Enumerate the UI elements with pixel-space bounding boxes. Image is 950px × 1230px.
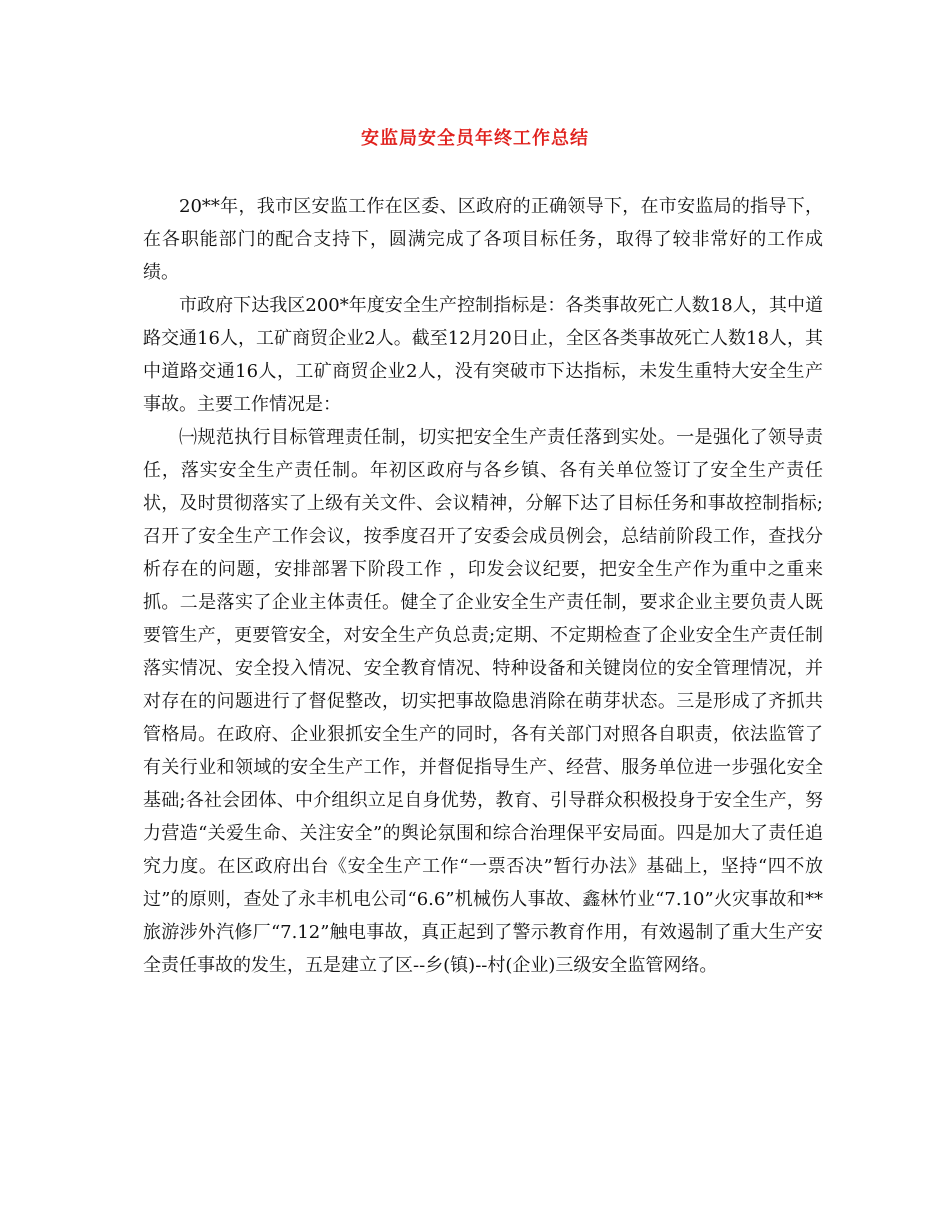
document-body [143,190,823,982]
paragraph-responsibility: ㈠规范执行目标管理责任制，切实把安全生产责任落到实处。一是强化了领导责任，落实安全生产责任制。年初区政府与各乡镇、各有关单位签订了安全生产责任状，及时贯彻落实了上级有关文件、会议精神，分解下达了目标任务和事故控制指标;召开了安全生产工作会议，按季度召开了安委会成员例会，总结前阶段工作，查找分析存在的问题，安排部署下阶段工作 ，印发会议纪要，把安全生产作为重中之重来抓。二是落实了企业主体责任。健全了企业安全生产责任制，要求企业主要负责人既要管生产，更要管安全，对安全生产负总责;定期、不定期检查了企业安全生产责任制落实情况、安全投入情况、安全教育情况、特种设备和关键岗位的安全管理情况，并对存在的问题进行了督促整改，切实把事故隐患消除在萌芽状态。三是形成了齐抓共管格局。在政府、企业狠抓安全生产的同时，各有关部门对照各自职责，依法监管了有关行业和领域的安全生产工作，并督促指导生产、经营、服务单位进一步强化安全基础;各社会团体、中介组织立足自身优势，教育、引导群众积极投身于安全生产，努力营造“关爱生命、关注安全”的舆论氛围和综合治理保平安局面。四是加大了责任追究力度。在区政府出台《安全生产工作“一票否决”暂行办法》基础上，坚持“四不放过”的原则，查处了永丰机电公司“6.6”机械伤人事故、鑫林竹业“7.10”火灾事故和**旅游涉外汽修厂“7.12”触电事故，真正起到了警示教育作用，有效遏制了重大生产安全责任事故的发生，五是建立了区--乡(镇)--村(企业)三级安全监管网络。 [143,427,823,976]
paragraph-targets: 市政府下达我区200*年度安全生产控制指标是：各类事故死亡人数18人，其中道路交通16人，工矿商贸企业2人。截至12月20日止，全区各类事故死亡人数18人，其中道路交通16人，工矿商贸企业2人，没有突破市下达指标，未发生重特大安全生产事故。主要工作情况是： [143,295,823,415]
document-title: 安监局安全员年终工作总结 [361,128,589,149]
paragraph-intro: 20**年，我市区安监工作在区委、区政府的正确领导下，在市安监局的指导下，在各职能部门的配合支持下，圆满完成了各项目标任务，取得了较非常好的工作成绩。 [143,196,823,283]
